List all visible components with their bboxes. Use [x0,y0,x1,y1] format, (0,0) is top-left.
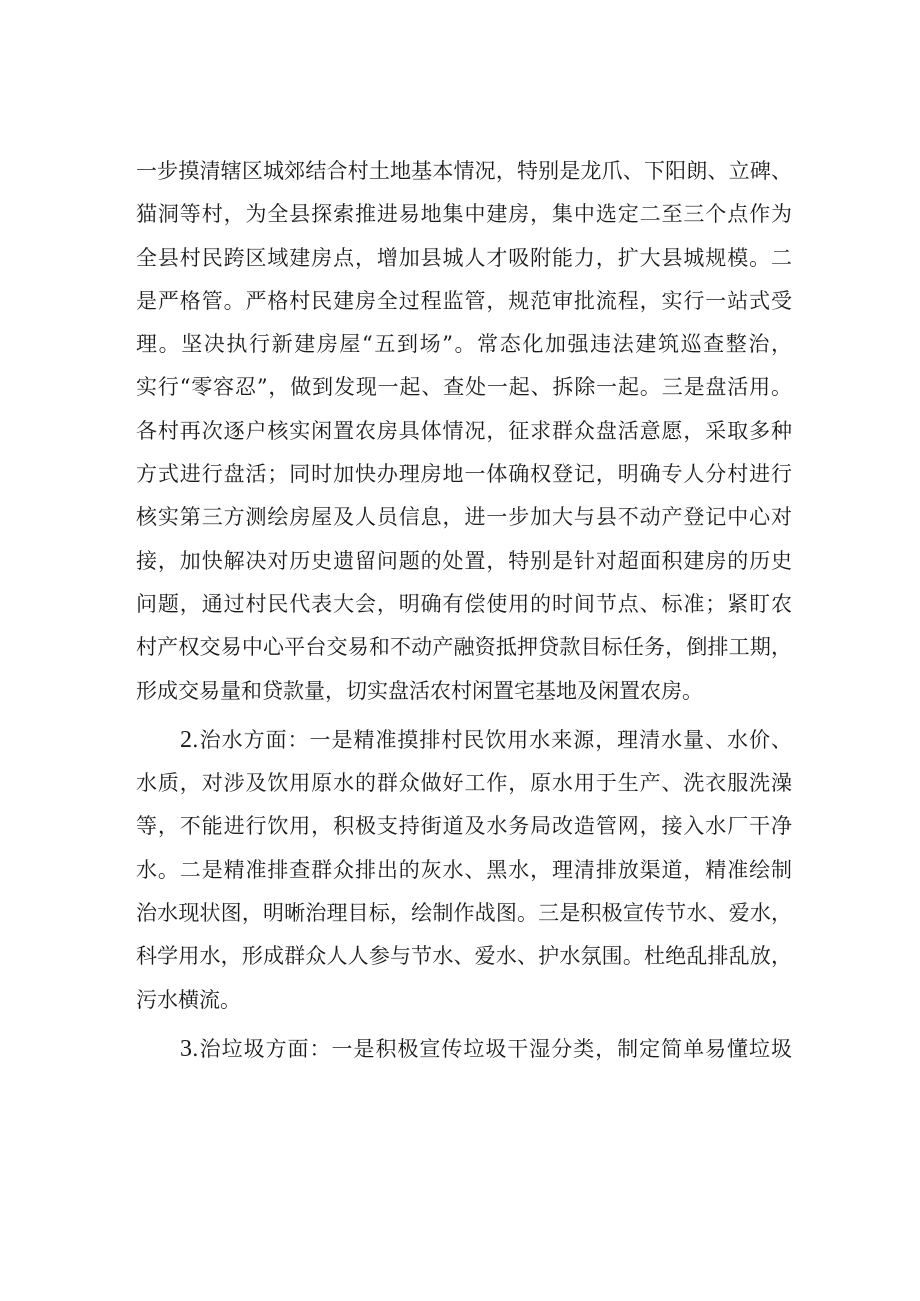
text-line: 村产权交易中心平台交易和不动产融资抵押贷款目标任务，倒排工期， [136,635,792,660]
text-line: 实行“零容忍”，做到发现一起、查处一起、拆除一起。三是盘活用。 [136,375,792,400]
text-line: 形成交易量和贷款量，切实盘活农村闲置宅基地及闲置农房。 [136,678,703,703]
section-number: 2 [180,726,192,753]
text-line: 是严格管。严格村民建房全过程监管，规范审批流程，实行一站式受 [136,288,792,313]
text-line: 问题，通过村民代表大会，明确有偿使用的时间节点、标准；紧盯农 [136,591,792,616]
first-line-text: .治水方面：一是精准摸排村民饮用水来源，理清水量、水价、 [192,727,792,752]
paragraph-land [136,150,792,713]
text-line: 水。二是精准排查群众排出的灰水、黑水，理清排放渠道，精准绘制 [136,857,792,882]
text-line: 接，加快解决对历史遗留问题的处置，特别是针对超面积建房的历史 [136,548,792,573]
text-line: 一步摸清辖区城郊结合村土地基本情况，特别是龙爪、下阳朗、立碑、 [136,159,792,183]
text-line: 核实第三方测绘房屋及人员信息，进一步加大与县不动产登记中心对 [136,505,792,530]
section-number: 3 [180,1035,192,1062]
text-line: 治水现状图，明晰治理目标，绘制作战图。三是积极宣传节水、爱水， [136,901,792,926]
first-line-text: .治垃圾方面：一是积极宣传垃圾干湿分类，制定简单易懂垃圾 [192,1036,792,1061]
text-line: 等，不能进行饮用，积极支持街道及水务局改造管网，接入水厂干净 [136,814,792,839]
text-line: 各村再次逐户核实闲置农房具体情况，征求群众盘活意愿，采取多种 [136,418,792,443]
text-line: 方式进行盘活；同时加快办理房地一体确权登记，明确专人分村进行 [136,462,792,487]
text-line: 理。坚决执行新建房屋“五到场”。常态化加强违法建筑巡查整治， [136,332,792,357]
document-body [136,150,792,1071]
text-line: 科学用水，形成群众人人参与节水、爱水、护水氛围。杜绝乱排乱放， [136,944,792,969]
paragraph-first-line [136,719,792,762]
text-line: 污水横流。 [136,987,241,1012]
text-line: 全县村民跨区域建房点，增加县城人才吸附能力，扩大县城规模。二 [136,245,792,270]
paragraph-garbage [136,1028,792,1071]
paragraph-first-line [136,1028,792,1071]
paragraph-water [136,719,792,1022]
text-line: 水质，对涉及饮用原水的群众做好工作，原水用于生产、洗衣服洗澡 [136,771,792,796]
text-line: 猫洞等村，为全县探索推进易地集中建房，集中选定二至三个点作为 [136,202,792,227]
